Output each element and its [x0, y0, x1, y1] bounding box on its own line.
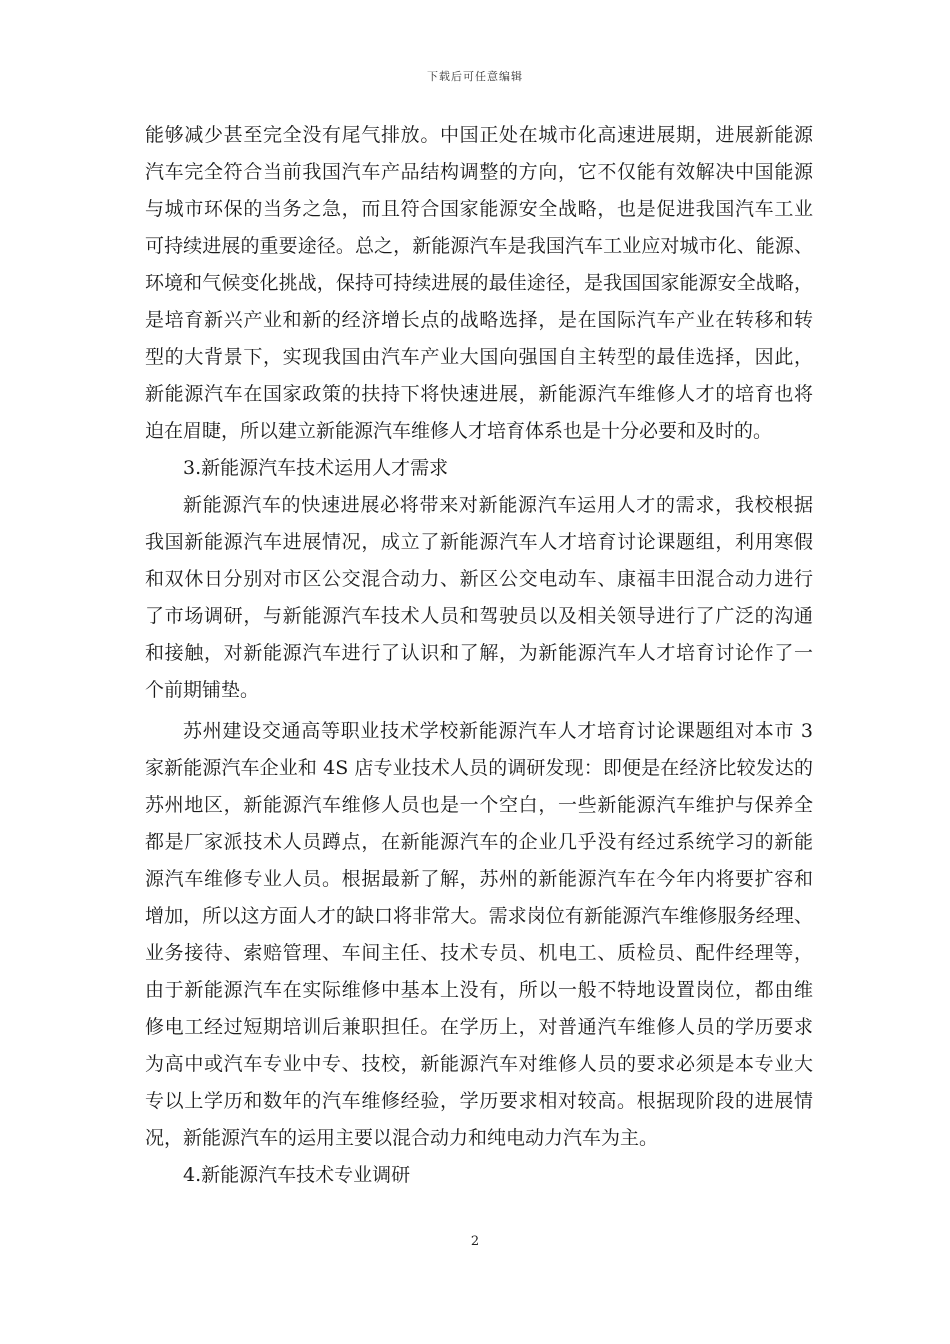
text-line: 况，新能源汽车的运用主要以混合动力和纯电动力汽车为主。	[145, 1127, 659, 1149]
text-line: 和接触，对新能源汽车进行了认识和了解，为新能源汽车人才培育讨论作了一	[145, 642, 813, 664]
paragraph-2	[145, 487, 813, 709]
text-line: 都是厂家派技术人员蹲点，在新能源汽车的企业几乎没有经过系统学习的新能	[145, 831, 813, 853]
text-line: 我国新能源汽车进展情况，成立了新能源汽车人才培育讨论课题组，利用寒假	[145, 531, 813, 553]
text-line: 增加，所以这方面人才的缺口将非常大。需求岗位有新能源汽车维修服务经理、	[145, 905, 813, 927]
paragraph-1	[145, 117, 813, 450]
text-line: 为高中或汽车专业中专、技校，新能源汽车对维修人员的要求必须是本专业大	[145, 1053, 813, 1075]
section-heading-4: 4.新能源汽车技术专业调研	[183, 1164, 411, 1186]
text-line: 个前期铺垫。	[145, 679, 260, 701]
text-line: 专以上学历和数年的汽车维修经验，学历要求相对较高。根据现阶段的进展情	[145, 1090, 813, 1112]
section-heading-3: 3.新能源汽车技术运用人才需求	[183, 457, 449, 479]
text-line: 汽车完全符合当前我国汽车产品结构调整的方向，它不仅能有效解决中国能源	[145, 161, 813, 183]
text-line: 源汽车维修专业人员。根据最新了解，苏州的新能源汽车在今年内将要扩容和	[145, 868, 813, 890]
paragraph-3	[145, 713, 813, 1157]
page-header: 下载后可任意编辑	[427, 70, 523, 83]
text-line: 型的大背景下，实现我国由汽车产业大国向强国自主转型的最佳选择，因此，	[145, 346, 813, 368]
text-line: 新能源汽车的快速进展必将带来对新能源汽车运用人才的需求，我校根据	[183, 494, 813, 516]
text-line: 修电工经过短期培训后兼职担任。在学历上，对普通汽车维修人员的学历要求	[145, 1016, 813, 1038]
page-number: 2	[470, 1234, 480, 1249]
text-line: 业务接待、索赔管理、车间主任、技术专员、机电工、质检员、配件经理等，	[145, 942, 813, 964]
text-line: 家新能源汽车企业和 4S 店专业技术人员的调研发现：即便是在经济比较发达的	[145, 757, 813, 779]
text-line: 可持续进展的重要途径。总之，新能源汽车是我国汽车工业应对城市化、能源、	[145, 235, 813, 257]
text-line: 和双休日分别对市区公交混合动力、新区公交电动车、康福丰田混合动力进行	[145, 568, 813, 590]
text-line: 苏州地区，新能源汽车维修人员也是一个空白，一些新能源汽车维护与保养全	[145, 794, 813, 816]
text-line: 迫在眉睫，所以建立新能源汽车维修人才培育体系也是十分必要和及时的。	[145, 420, 773, 442]
text-line: 苏州建设交通高等职业技术学校新能源汽车人才培育讨论课题组对本市 3	[183, 720, 813, 742]
text-line: 了市场调研，与新能源汽车技术人员和驾驶员以及相关领导进行了广泛的沟通	[145, 605, 813, 627]
text-line: 是培育新兴产业和新的经济增长点的战略选择，是在国际汽车产业在转移和转	[145, 309, 813, 331]
text-line: 新能源汽车在国家政策的扶持下将快速进展，新能源汽车维修人才的培育也将	[145, 383, 813, 405]
text-line: 由于新能源汽车在实际维修中基本上没有，所以一般不特地设置岗位，都由维	[145, 979, 813, 1001]
text-line: 能够减少甚至完全没有尾气排放。中国正处在城市化高速进展期，进展新能源	[145, 124, 813, 146]
text-line: 与城市环保的当务之急，而且符合国家能源安全战略，也是促进我国汽车工业	[145, 198, 813, 220]
document-body	[145, 117, 813, 1194]
text-line: 环境和气候变化挑战，保持可持续进展的最佳途径，是我国国家能源安全战略，	[145, 272, 813, 294]
